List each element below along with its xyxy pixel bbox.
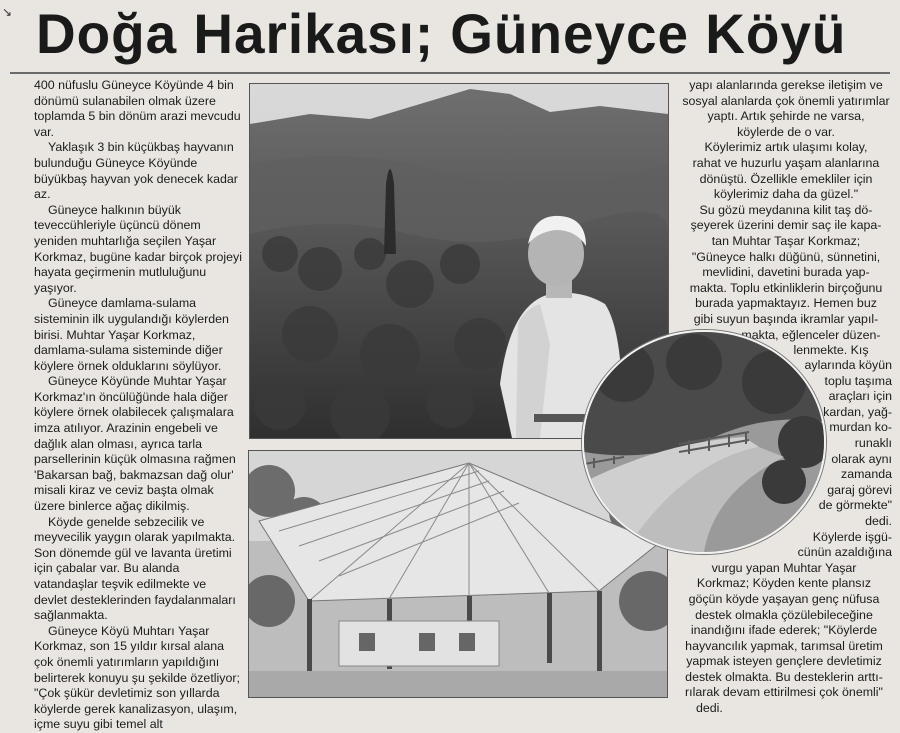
text-line: "Güneyce halkı düğünü, sünnetini, [691, 249, 881, 264]
right-column [676, 78, 896, 359]
paragraph: Güneyce Köyünde Muhtar Yaşar Korkmaz'ın öncülüğünde hala diğer köylere örnek olabilecek çalışmalara imza atılıyor. Arazinin engebeli ve dağlık alan olması, ayrıca tarla parsellerinin küçük olmasına rağmen 'Bakarsan bağ, bakmazsan dağ olur' misali kiraz ve ceviz başta olmak üzere binlerce ağaç dikilmiş. [34, 374, 236, 514]
headline-rule [10, 72, 890, 74]
corner-mark: ↘ [2, 5, 13, 19]
text-line: göçün köyde yaşayan genç nüfusa [688, 591, 880, 606]
text-line: köylerde de o var. [737, 124, 835, 139]
text-line: de görmekte" [818, 498, 892, 513]
text-line: burada yapmaktayız. Hemen buz [695, 296, 877, 311]
paragraph: Yaklaşık 3 bin küçükbaş hayvanın bulunduğu Güneyce Köyünde büyükbaş hayvan yok denecek kadar az. [34, 140, 238, 202]
text-line: köylerimiz daha da güzel." [713, 187, 859, 202]
text-line: cünün azaldığına [797, 545, 892, 560]
text-line: dönüştü. Özellikle emekliler için [699, 171, 873, 186]
text-line: yapı alanlarında gerekse iletişim ve [689, 78, 883, 92]
text-line: vurgu yapan Muhtar Yaşar [711, 560, 857, 575]
text-line: yapmak isteyen gençlere devletimiz [686, 654, 882, 669]
text-line: toplu taşıma [824, 373, 892, 388]
text-line: tan Muhtar Taşar Korkmaz; [711, 233, 861, 248]
text-line: sosyal alanlarda çok önemli yatırımlar yaptı. Artık şehirde ne varsa, [682, 93, 890, 124]
text-line: inandığını ifade ederek; "Köylerde [690, 623, 878, 638]
text-line: zamanda [841, 467, 892, 482]
paragraph: 400 nüfuslu Güneyce Köyünde 4 bin dönümü sulanabilen olmak üzere toplamda 5 bin dönüm arazi mevcudu var. [34, 78, 241, 139]
text-line: garaj görevi [827, 482, 892, 497]
text-line: runaklı [854, 435, 892, 450]
text-line: makta, eğlenceler düzen- [741, 327, 881, 342]
text-line: dedi. [696, 701, 723, 716]
text-line: makta. Toplu etkinliklerin birçoğunu [689, 280, 883, 295]
text-line: mevlidini, davetini burada yap- [702, 265, 870, 280]
paragraph: Güneyce halkının büyük teveccühleriyle üçüncü dönem yeniden muhtarlığa seçilen Yaşar Korkmaz, bugüne kadar birçok projeyi hayata geçirmenin mutluluğunu yaşıyor. [34, 202, 242, 295]
text-line: destek olmakta. Bu desteklerin arttı- [685, 669, 883, 684]
photo-road-bridge [582, 330, 826, 554]
text-line: rılarak devam ettirilmesi çok önemli" [685, 685, 883, 700]
text-line: olarak aynı [831, 451, 892, 466]
text-line: hayvancılık yapmak, tarımsal üretim [685, 638, 883, 653]
left-column [34, 78, 242, 733]
text-line: Köylerde işgü- [812, 529, 892, 544]
text-line: gibi suyun başında ikramlar yapıl- [693, 311, 879, 326]
text-line: destek olmakla çözülebileceğine [695, 607, 873, 622]
text-line: kardan, yağ- [823, 404, 892, 419]
text-line: şeyerek üzerini demir saç ile kapa- [690, 218, 882, 233]
headline: Doğa Harikası; Güneyce Köyü [36, 2, 847, 65]
text-line: Korkmaz; Köyden kente plansız [696, 576, 872, 591]
paragraph: Köyde genelde sebzecilik ve meyvecilik yaygın olarak yapılmakta. Son dönemde gül ve lavanta üretimi için çabalar var. Bu alanda vatandaşlar teşvik edilmekte ve devlet desteklerinden faydalanmaları sağlanmakta. [34, 514, 236, 623]
text-line: rahat ve huzurlu yaşam alanlarına [692, 155, 880, 170]
text-line: murdan ko- [829, 420, 892, 435]
text-line: dedi. [865, 513, 892, 528]
text-line: lenmekte. Kış [793, 343, 869, 358]
text-line: aylarında köyün [804, 358, 892, 372]
text-line: Köylerimiz artık ulaşımı kolay, [704, 140, 868, 155]
paragraph: Güneyce damlama-sulama sisteminin ilk uygulandığı köylerden birisi. Muhtar Yaşar Korkmaz, damlama-sulama sisteminde diğer köylere örnek olduklarını söylüyor. [34, 296, 229, 373]
text-line: araçları için [828, 389, 892, 404]
text-line: Su gözü meydanına kilit taş dö- [699, 202, 873, 217]
paragraph: Güneyce Köyü Muhtarı Yaşar Korkmaz, son 15 yıldır kırsal alana çok önemli yatırımların yapıldığını belirterek konuyu şu şekilde özetliyor; "Çok şükür devletimiz son yıllarda köylerde gerek kanalizasyon, ulaşım, içme suyu gibi temel alt [34, 623, 240, 732]
